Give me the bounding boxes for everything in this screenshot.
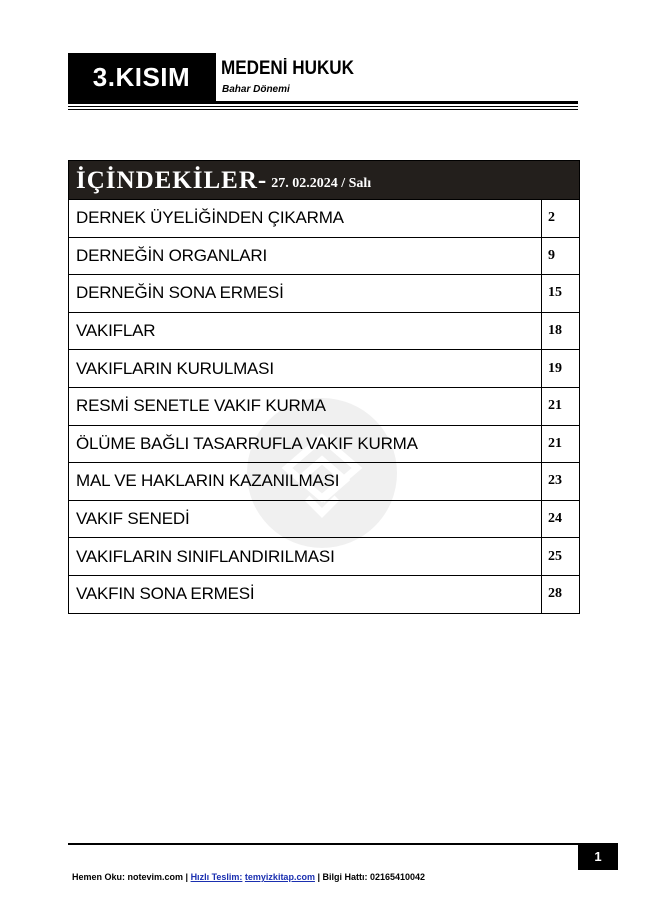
footer-hotline: Bilgi Hattı: 02165410042: [322, 872, 426, 882]
toc-item-title: VAKIF SENEDİ: [69, 501, 542, 538]
footer-rule: [68, 843, 578, 845]
toc-item-title: ÖLÜME BAĞLI TASARRUFLA VAKIF KURMA: [69, 426, 542, 463]
toc-item-page: 18: [548, 323, 562, 339]
footer-delivery-link[interactable]: temyizkitap.com: [244, 872, 315, 882]
toc-item-page: 28: [548, 586, 562, 602]
header-rule-thin-2: [68, 109, 578, 110]
toc-row[interactable]: [69, 462, 579, 500]
toc-header: [69, 161, 579, 199]
toc-item-title: VAKIFLAR: [69, 313, 542, 350]
toc-row[interactable]: [69, 312, 579, 350]
toc-row[interactable]: [69, 500, 579, 538]
toc-row[interactable]: [69, 349, 579, 387]
toc-item-page: 21: [548, 435, 562, 451]
toc-row[interactable]: [69, 237, 579, 275]
toc-row[interactable]: [69, 387, 579, 425]
toc-row[interactable]: [69, 199, 579, 237]
toc-item-page: 21: [548, 398, 562, 414]
section-label: [68, 53, 215, 101]
term-label: Bahar Dönemi: [222, 84, 290, 95]
toc-item-title: VAKIFLARIN KURULMASI: [69, 350, 542, 387]
toc-item-page: 24: [548, 511, 562, 527]
toc-row[interactable]: [69, 274, 579, 312]
toc-item-title: MAL VE HAKLARIN KAZANILMASI: [69, 463, 542, 500]
toc-date: 27. 02.2024 / Salı: [271, 176, 372, 191]
toc-row[interactable]: [69, 575, 579, 613]
header-rule-thick: [68, 101, 578, 104]
toc-item-page: 9: [548, 247, 555, 263]
toc-item-page: 23: [548, 473, 562, 489]
footer-delivery-label[interactable]: Hızlı Teslim:: [190, 872, 243, 882]
toc-row[interactable]: [69, 425, 579, 463]
footer-read: Hemen Oku: notevim.com: [72, 872, 184, 882]
section-text: 3.KISIM: [92, 61, 191, 92]
toc-item-title: RESMİ SENETLE VAKIF KURMA: [69, 388, 542, 425]
footer-info: [72, 872, 425, 882]
page-number: 1: [578, 843, 618, 870]
toc-row[interactable]: [69, 537, 579, 575]
header-divider: [215, 53, 216, 101]
toc-heading: İÇİNDEKİLER-: [76, 167, 268, 194]
toc-item-page: 15: [548, 285, 562, 301]
footer-separator: |: [183, 872, 191, 882]
toc-item-page: 2: [548, 210, 555, 226]
toc-item-title: VAKIFLARIN SINIFLANDIRILMASI: [69, 538, 542, 575]
toc-item-title: VAKFIN SONA ERMESİ: [69, 576, 542, 613]
toc-item-title: DERNEĞİN ORGANLARI: [69, 238, 542, 275]
toc-item-page: 19: [548, 360, 562, 376]
toc-item-page: 25: [548, 548, 562, 564]
header-rule-thin: [68, 106, 578, 107]
toc-item-title: DERNEK ÜYELİĞİNDEN ÇIKARMA: [69, 200, 542, 237]
toc-item-title: DERNEĞİN SONA ERMESİ: [69, 275, 542, 312]
table-of-contents: [68, 160, 580, 614]
footer-separator: |: [314, 872, 323, 882]
course-title: MEDENİ HUKUK: [221, 58, 355, 79]
